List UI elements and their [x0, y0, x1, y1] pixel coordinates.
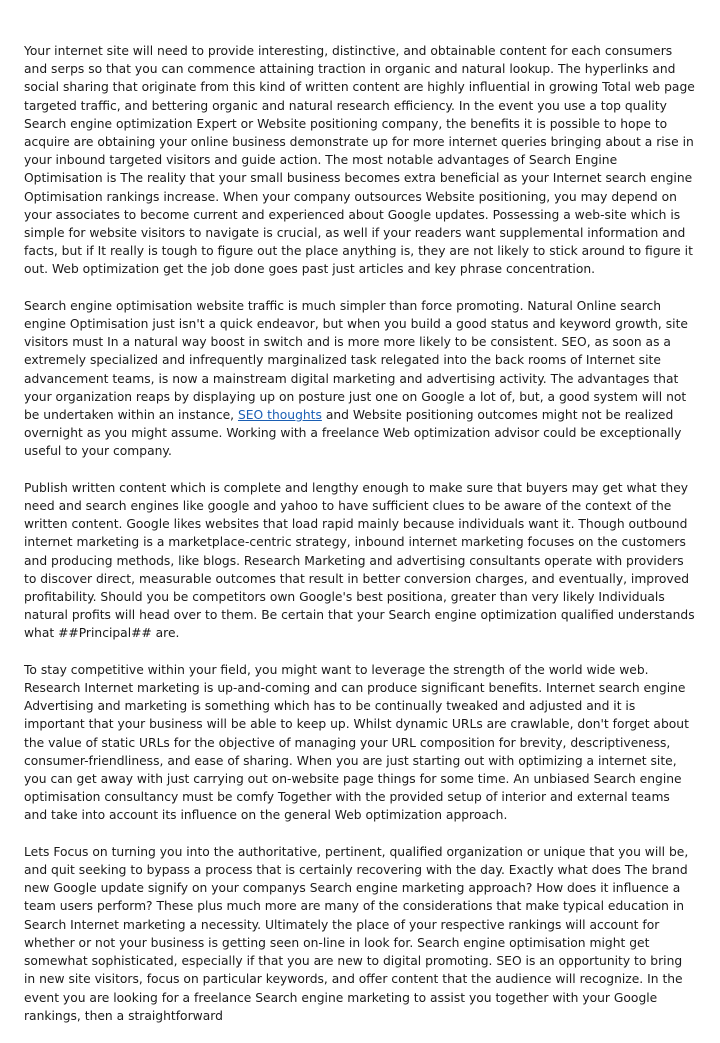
paragraph-4: To stay competitive within your field, you might want to leverage the strength of the world wide web. Research Internet marketing is up-and-coming and can produce significant benefits. Internet search engine Advertising and marketing is something which has to be continually tweaked and adjusted and it is important that your business will be able to keep up. Whilst dynamic URLs are crawlable, don't forget about the value of static URLs for the objective of managing your URL composition for brevity, descriptiveness, consumer-friendliness, and ease of sharing. When you are just starting out with optimizing a internet site, you can get away with just carrying out on-website page things for some time. An unbiased Search engine optimisation consultancy must be comfy Together with the provided setup of interior and external teams and take into account its influence on the general Web optimization approach.	[24, 662, 689, 823]
paragraph-2	[24, 297, 696, 461]
paragraph-2-text-before-link: Search engine optimisation website traffic is much simpler than force promoting. Natural Online search engine Optimisation just isn't a quick endeavor, but when you build a good status and keyword growth, site visitors must In a natural way boost in switch and is more more likely to be consistent. SEO, as soon as a extremely specialized and infrequently marginalized task relegated into the back rooms of Internet site advancement teams, is now a mainstream digital marketing and advertising activity. The advantages that your organization reaps by displaying up on posture just one on Google a lot of, but, a good system will not be undertaken within an instance,	[24, 298, 688, 423]
seo-thoughts-link[interactable]: SEO thoughts	[237, 408, 322, 423]
paragraph-1: Your internet site will need to provide interesting, distinctive, and obtainable content for each consumers and serps so that you can commence attaining traction in organic and natural lookup. The hyperlinks and social sharing that originate from this kind of written content are highly influential in growing Total web page targeted traffic, and bettering organic and natural research efficiency. In the event you use a top quality Search engine optimization Expert or Website positioning company, the benefits it is possible to hope to acquire are obtaining your online business demonstrate up for more internet queries bringing about a rise in your inbound targeted visitors and guide action. The most notable advantages of Search Engine Optimisation is The reality that your small business becomes extra beneficial as your Internet search engine Optimisation rankings increase. When your company outsources Website positioning, you may depend on your associates to become current and experienced about Google updates. Possessing a web-site which is simple for website visitors to navigate is crucial, as well if your readers want supplemental information and facts, but if It really is tough to figure out the place anything is, they are not likely to stick around to figure it out. Web optimization get the job done goes past just articles and key phrase concentration.	[24, 44, 695, 277]
paragraph-3: Publish written content which is complete and lengthy enough to make sure that buyers may get what they need and search engines like google and yahoo to have sufficient clues to be aware of the context of the written content. Google likes websites that load rapid mainly because individuals want it. Though outbound internet marketing is a marketplace-centric strategy, inbound internet marketing focuses on the customers and producing methods, like blogs. Research Marketing and advertising consultants operate with providers to discover direct, measurable outcomes that result in better conversion charges, and eventually, improved profitability. Should you be competitors own Google's best positiona, greater than very likely Individuals natural profits will head over to them. Be certain that your Search engine optimization qualified understands what ##Principal## are.	[24, 480, 695, 641]
article-body	[24, 42, 696, 1043]
paragraph-5: Lets Focus on turning you into the authoritative, pertinent, qualified organization or unique that you will be, and quit seeking to bypass a process that is certainly recovering with the day. Exactly what does The brand new Google update signify on your companys Search engine marketing approach? How does it influence a team users perform? These plus much more are many of the considerations that make typical education in Search Internet marketing a necessity. Ultimately the place of your respective rankings will account for whether or not your business is getting seen on-line in look for. Search engine optimisation might get somewhat sophisticated, especially if that you are new to digital promoting. SEO is an opportunity to bring in new site visitors, focus on particular keywords, and offer content that the audience will recognize. In the event you are looking for a freelance Search engine marketing to assist you together with your Google rankings, then a straightforward	[24, 844, 689, 1023]
paragraph-2-text-after-link: and Website positioning outcomes might not be realized overnight as you might assume. Working with a freelance Web optimization advisor could be exceptionally useful to your company.	[24, 408, 682, 459]
